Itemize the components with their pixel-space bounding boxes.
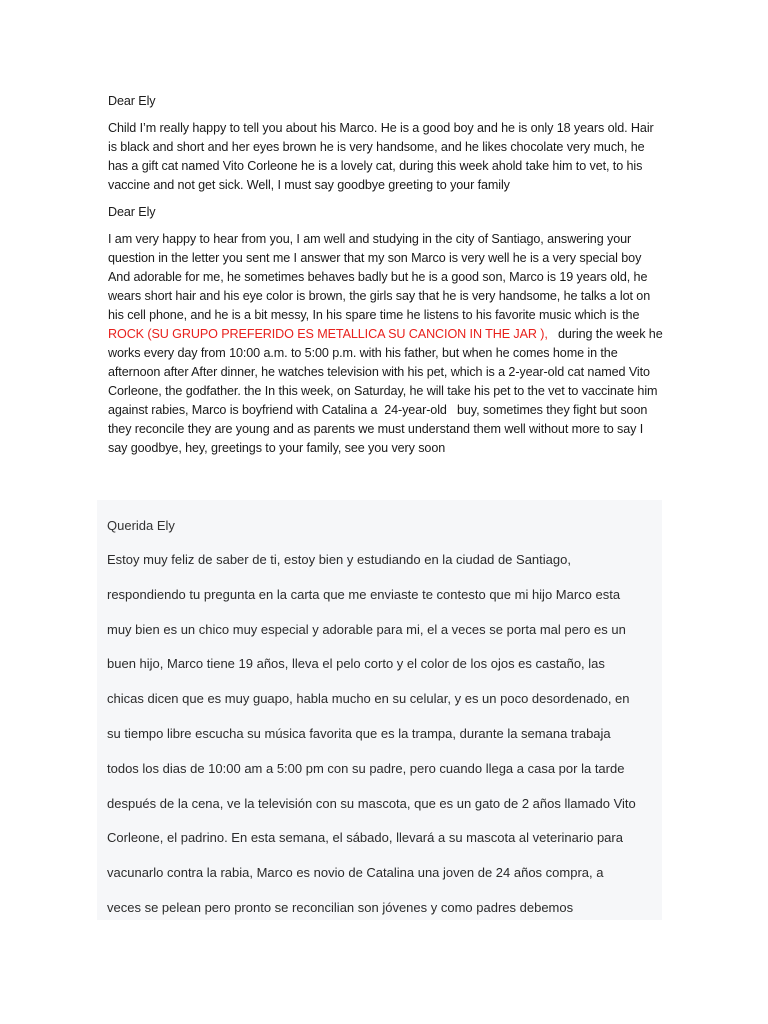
letter1-body: Child I’m really happy to tell you about his Marco. He is a good boy and he is only 18 years old. Hair is black and short and her eyes brown he is very handsome, and he likes chocolate very much, he has a gift cat named Vito Corleone he is a lovely cat, during this week ahold take him to vet, to his vaccine and not get sick. Well, I must say goodbye greeting to your family (108, 121, 654, 192)
spanish-line: buen hijo, Marco tiene 19 años, lleva el pelo corto y el color de los ojos es castaño, las (107, 656, 605, 672)
letter2-highlight-text: ROCK (SU GRUPO PREFERIDO ES METALLICA SU CANCION IN THE JAR ), (108, 327, 548, 341)
spanish-line: vacunarlo contra la rabia, Marco es novio de Catalina una joven de 24 años compra, a (107, 865, 604, 881)
spanish-line: todos los dias de 10:00 am a 5:00 pm con su padre, pero cuando llega a casa por la tarde (107, 760, 625, 776)
letter2-body-after: during the week he works every day from 10:00 a.m. to 5:00 p.m. with his father, but when he comes home in the afternoon after After dinner, he watches television with his pet, which is a 2-year-old cat named Vito Corleone, the godfather. the In this week, on Saturday, he will take his pet to the vet to vaccinate him against rabies, Marco is boyfriend with Catalina a 24-year-old buy, sometimes they fight but soon they reconcile they are young and as parents we must understand them well without more to say I say goodbye, hey, greetings to your family, see you very soon (108, 327, 667, 455)
spanish-greeting: Querida Ely (107, 518, 175, 533)
letter2-body-before: I am very happy to hear from you, I am well and studying in the city of Santiago, answering your question in the letter you sent me I answer that my son Marco is very well he is a very special boy And adorable for me, he sometimes behaves badly but he is a good son, Marco is 19 years old, he wears short hair and his eye color is brown, the girls say that he is very handsome, he talks a lot on his cell phone, and he is a bit messy, In his spare time he listens to his favorite music which is the (108, 232, 651, 322)
spanish-line: Corleone, el padrino. En esta semana, el sábado, llevará a su mascota al veterinario para (107, 830, 623, 846)
english-letters (108, 92, 667, 466)
spanish-line: Estoy muy feliz de saber de ti, estoy bien y estudiando en la ciudad de Santiago, (107, 552, 571, 567)
spanish-line: veces se pelean pero pronto se reconcilian son jóvenes y como padres debemos (107, 899, 574, 915)
spanish-lines (107, 551, 659, 920)
spanish-line: chicas dicen que es muy guapo, habla mucho en su celular, y es un poco desordenado, en (107, 691, 630, 707)
spanish-line: después de la cena, ve la televisión con su mascota, que es un gato de 2 años llamado Vito (107, 795, 636, 811)
letter2-body (108, 230, 667, 458)
spanish-line: muy bien es un chico muy especial y adorable para mi, el a veces se porta mal pero es un (107, 621, 626, 637)
spanish-translation-box (97, 500, 662, 920)
letter1-greeting: Dear Ely (108, 94, 156, 108)
letter2-greeting: Dear Ely (108, 205, 156, 219)
spanish-line: su tiempo libre escucha su música favorita que es la trampa, durante la semana trabaja (107, 725, 611, 741)
spanish-line: respondiendo tu pregunta en la carta que me enviaste te contesto que mi hijo Marco esta (107, 586, 621, 602)
